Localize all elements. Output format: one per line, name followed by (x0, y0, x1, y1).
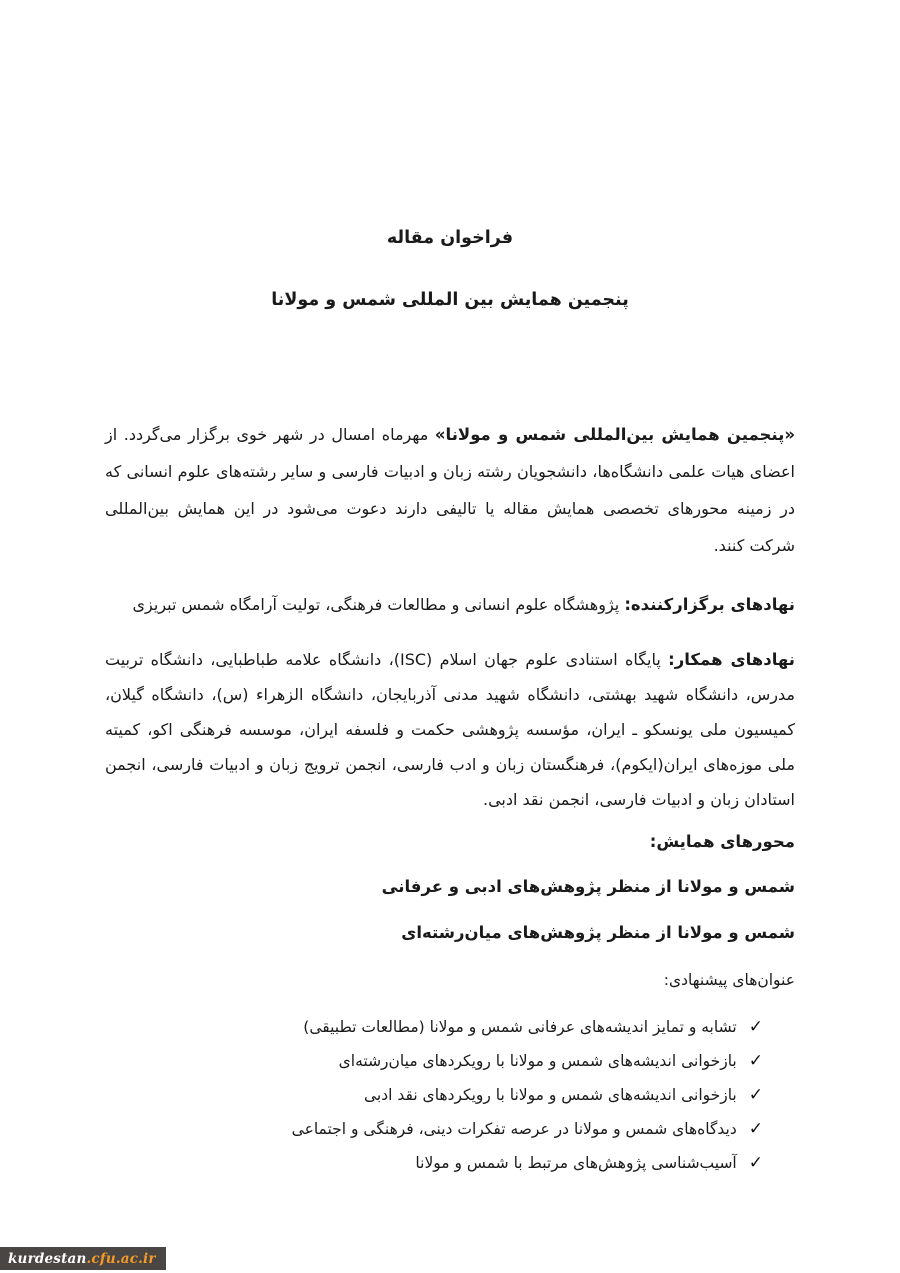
list-item (105, 1112, 763, 1146)
partners-label: نهادهای همکار: (668, 650, 795, 669)
organizers-label: نهادهای برگزارکننده: (624, 595, 795, 614)
list-item (105, 1010, 763, 1044)
intro-highlight: «پنجمین همایش بین‌المللی شمس و مولانا» (434, 425, 795, 444)
themes-header: محورهای همایش: (649, 832, 795, 851)
checkmark-icon: ✓ (748, 1085, 763, 1105)
checkmark-icon: ✓ (748, 1017, 763, 1037)
organizers-value: پژوهشگاه علوم انسانی و مطالعات فرهنگی، تولیت آرامگاه شمس تبریزی (132, 595, 625, 614)
suggested-titles-label: عنوان‌های پیشنهادی: (663, 971, 795, 989)
partners-value: پایگاه استنادی علوم جهان اسلام (ISC)، دانشگاه علامه طباطبایی، دانشگاه تربیت مدرس، دانشگاه شهید بهشتی، دانشگاه شهید مدنی آذربایجان، دانشگاه الزهراء (س)، دانشگاه گیلان، کمیسیون ملی یونسکو ـ ایران، مؤسسه پژوهشی حکمت و فلسفه ایران، موسسه فرهنگی اکو، کمیته ملی موزه‌های ایران(ایکوم)، فرهنگستان زبان و ادب فارسی، انجمن ترویج زبان و ادبیات فارسی، انجمن استادان زبان و ادبیات فارسی، انجمن نقد ادبی. (105, 650, 795, 809)
intro-body: مهرماه امسال در شهر خوی برگزار می‌گردد. از اعضای هیات علمی دانشگاه‌ها، دانشجویان رشته زبان و ادبیات فارسی و سایر رشته‌های علوم انسانی که در زمینه محورهای تخصصی همایش مقاله یا تالیفی دارند دعوت می‌شود در این همایش بین‌المللی شرکت کنند. (105, 425, 795, 555)
suggested-titles-list (105, 1010, 763, 1180)
list-item-label: تشابه و تمایز اندیشه‌های عرفانی شمس و مولانا (مطالعات تطبیقی) (303, 1018, 737, 1036)
site-domain-text: .cfu.ac.ir (86, 1250, 156, 1267)
list-item (105, 1078, 763, 1112)
theme-item-literary-mystical: شمس و مولانا از منظر پژوهش‌های ادبی و عرفانی (381, 877, 795, 896)
document-subtitle: پنجمین همایش بین المللی شمس و مولانا (271, 290, 629, 310)
list-item-label: بازخوانی اندیشه‌های شمس و مولانا با رویکردهای نقد ادبی (363, 1086, 737, 1104)
list-item (105, 1044, 763, 1078)
checkmark-icon: ✓ (748, 1119, 763, 1139)
list-item-label: بازخوانی اندیشه‌های شمس و مولانا با رویکردهای میان‌رشته‌ای (338, 1052, 737, 1070)
intro-paragraph (105, 416, 795, 564)
list-item-label: آسیب‌شناسی پژوهش‌های مرتبط با شمس و مولانا (415, 1154, 737, 1172)
checkmark-icon: ✓ (748, 1051, 763, 1071)
site-url-badge (0, 1247, 166, 1270)
list-item-label: دیدگاه‌های شمس و مولانا در عرصه تفکرات دینی، فرهنگی و اجتماعی (291, 1120, 737, 1138)
partners-paragraph (105, 642, 795, 817)
site-name-text: kurdestan (8, 1250, 87, 1267)
list-item (105, 1146, 763, 1180)
checkmark-icon: ✓ (748, 1153, 763, 1173)
document-title: فراخوان مقاله (386, 228, 514, 248)
organizers-line (105, 588, 795, 622)
theme-item-interdisciplinary: شمس و مولانا از منظر پژوهش‌های میان‌رشته‌ای (401, 923, 795, 942)
